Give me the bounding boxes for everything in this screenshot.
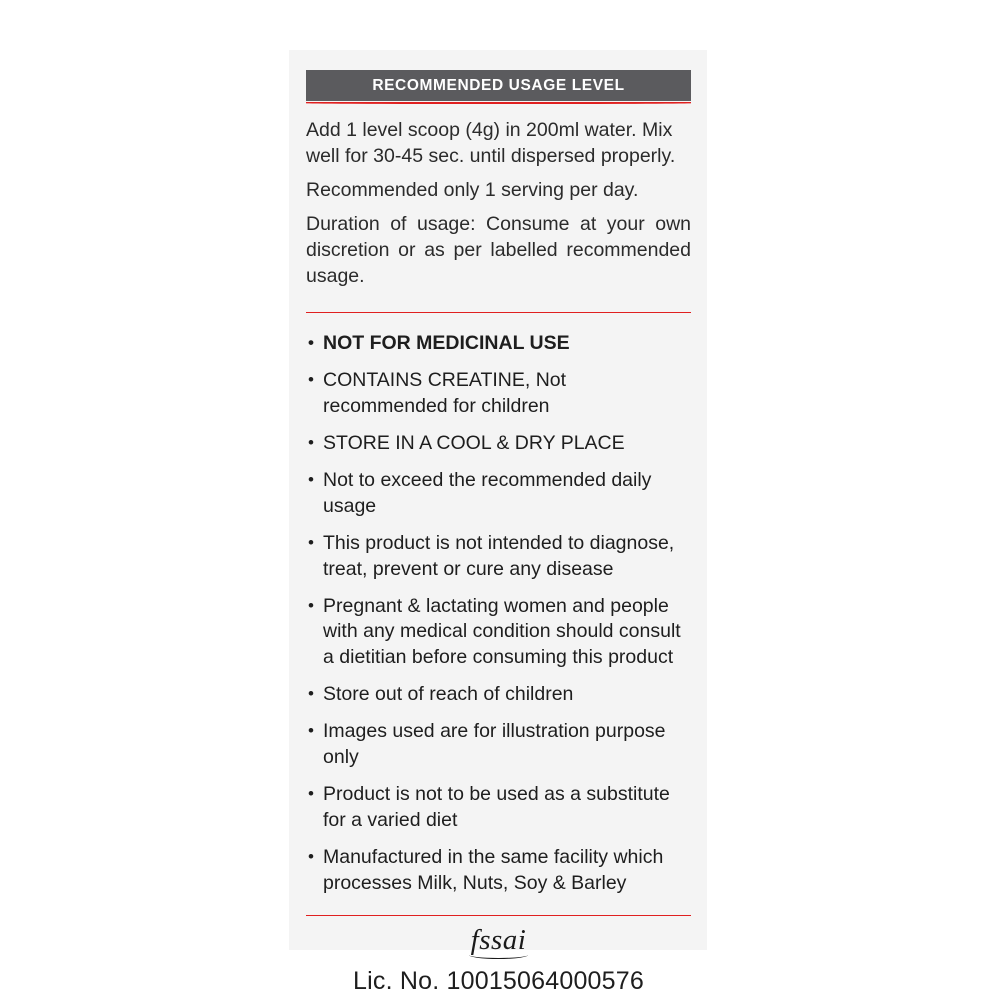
list-item: • Images used are for illustration purpose only xyxy=(306,719,691,771)
usage-paragraph-2: Recommended only 1 serving per day. xyxy=(306,178,639,201)
usage-paragraph-1: Add 1 level scoop (4g) in 200ml water. Mix well for 30-45 sec. until dispersed properly. xyxy=(306,119,676,167)
fssai-footer xyxy=(306,926,691,996)
list-item: • Store out of reach of children xyxy=(306,682,691,708)
label-panel xyxy=(289,50,707,996)
usage-paragraph-3: Duration of usage: Consume at your own discretion or as per labelled recommended usage. xyxy=(306,212,691,287)
divider-top xyxy=(306,312,691,314)
license-number: Lic. No. 10015064000576 xyxy=(353,967,644,996)
list-item: • NOT FOR MEDICINAL USE xyxy=(306,331,691,357)
list-item: • Product is not to be used as a substitute for a varied diet xyxy=(306,782,691,834)
fssai-logo-icon xyxy=(469,926,529,959)
fssai-swoosh-icon xyxy=(469,951,529,959)
label-panel-content xyxy=(306,70,691,996)
banner-red-underline xyxy=(306,102,691,104)
divider-bottom xyxy=(306,915,691,917)
recommended-usage-banner: RECOMMENDED USAGE LEVEL xyxy=(306,70,691,101)
list-item: • CONTAINS CREATINE, Not recommended for children xyxy=(306,368,691,420)
list-item: • This product is not intended to diagnose, treat, prevent or cure any disease xyxy=(306,531,691,583)
usage-instructions xyxy=(306,118,691,290)
list-item: • STORE IN A COOL & DRY PLACE xyxy=(306,431,691,457)
warnings-list xyxy=(306,331,691,897)
list-item: • Not to exceed the recommended daily usage xyxy=(306,468,691,520)
list-item: • Manufactured in the same facility which processes Milk, Nuts, Soy & Barley xyxy=(306,845,691,897)
list-item: • Pregnant & lactating women and people with any medical condition should consult a dietitian before consuming this product xyxy=(306,594,691,672)
fssai-logo-text: fssai xyxy=(470,924,527,957)
